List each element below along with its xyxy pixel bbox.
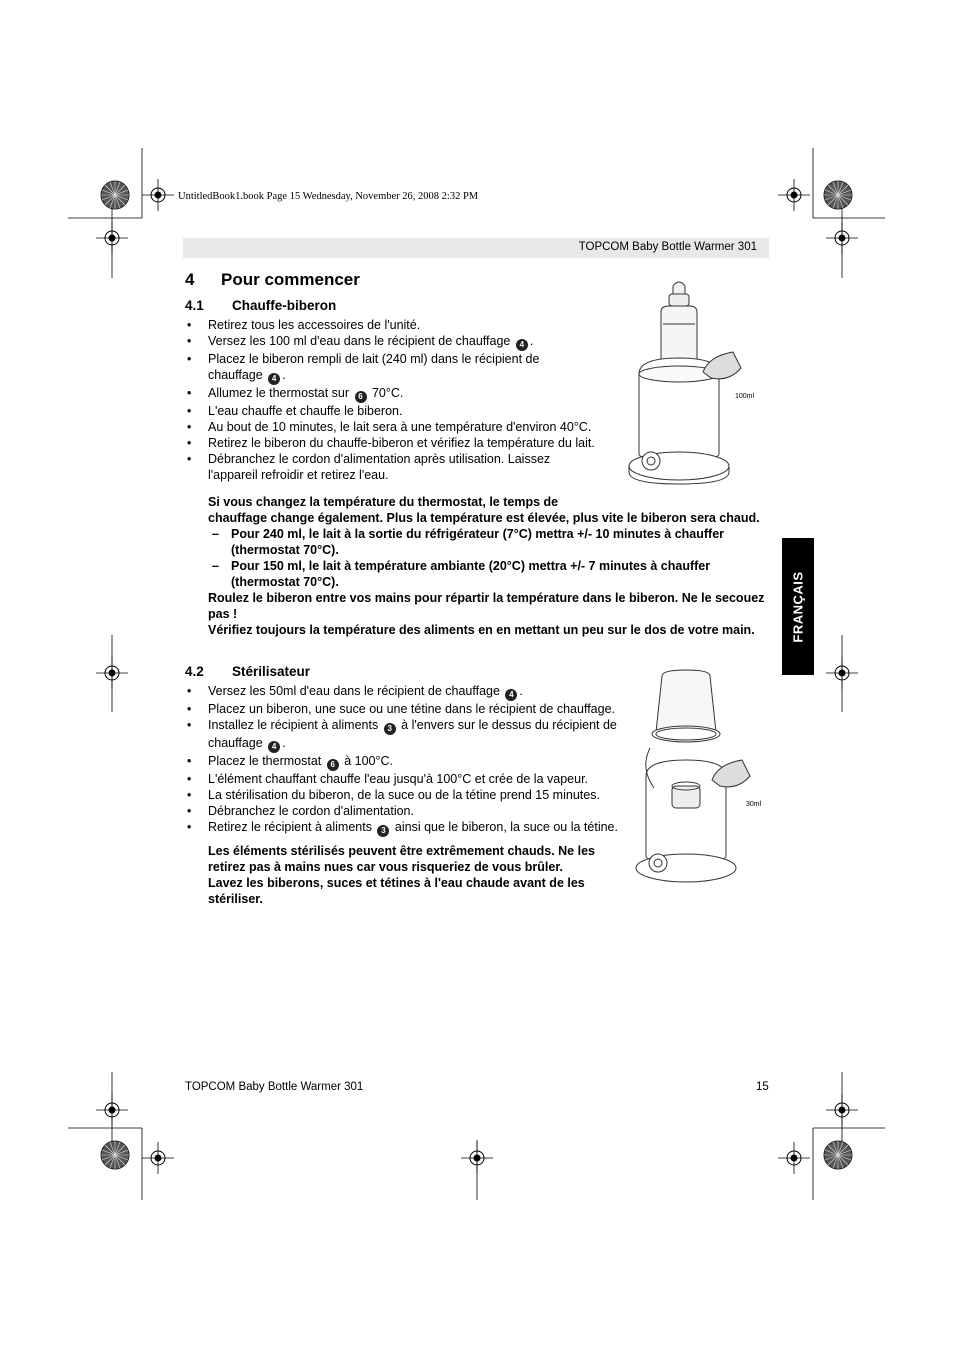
figure-label: 100ml [735,393,755,400]
callout-marker: 4 [268,373,280,385]
language-tab-label: FRANÇAIS [790,570,806,643]
bottle-warmer-steps [185,317,615,483]
note-line: Si vous changez la température du thermostat, le temps de [208,495,559,509]
subsection-heading-4-1 [185,298,336,313]
footer-title: TOPCOM Baby Bottle Warmer 301 [185,1081,364,1093]
note-line: Vérifiez toujours la température des aliments en en mettant un peu sur le dos de votre main. [208,623,755,637]
sterilizer-steps [185,683,635,837]
bottle-warmer-illustration [625,276,775,496]
subsection-title: Chauffe-biberon [232,298,337,313]
list-item: • Retirez le biberon du chauffe-biberon et vérifiez la température du lait. [185,435,615,451]
subsection-heading-4-2 [185,664,310,679]
callout-marker: 3 [377,825,389,837]
list-item: • L'élément chauffant chauffe l'eau jusqu'à 100°C et crée de la vapeur. [185,771,635,787]
temperature-note [208,494,773,638]
callout-marker: 6 [327,759,339,771]
warning-line: Les éléments stérilisés peuvent être extrêmement chauds. Ne les retirez pas à mains nues car vous risqueriez de vous brûler. [208,844,595,874]
list-item: • Allumez le thermostat sur 6 70°C. [185,385,615,403]
section-heading [185,270,360,290]
callout-marker: 6 [355,391,367,403]
list-item: • Placez un biberon, une suce ou une tétine dans le récipient de chauffage. [185,701,635,717]
note-line: Roulez le biberon entre vos mains pour répartir la température dans le biberon. Ne le secouez pas ! [208,591,765,621]
list-item: • Versez les 100 ml d'eau dans le récipient de chauffage 4 . [185,333,615,351]
callout-marker: 4 [505,689,517,701]
list-item: • Débranchez le cordon d'alimentation. [185,803,635,819]
list-item: • Retirez tous les accessoires de l'unité. [185,317,615,333]
list-item: • Au bout de 10 minutes, le lait sera à une température d'environ 40°C. [185,419,615,435]
list-item: • L'eau chauffe et chauffe le biberon. [185,403,615,419]
list-item: • Versez les 50ml d'eau dans le récipient de chauffage 4 . [185,683,635,701]
callout-marker: 4 [268,741,280,753]
warning-line: Lavez les biberons, suces et tétines à l'eau chaude avant de les stériliser. [208,876,585,906]
note-dash-item: – Pour 240 ml, le lait à la sortie du réfrigérateur (7°C) mettra +/- 10 minutes à chauffer (thermostat 70°C). [208,526,773,558]
list-item: • La stérilisation du biberon, de la suce ou de la tétine prend 15 minutes. [185,787,635,803]
subsection-number: 4.1 [185,298,204,313]
subsection-title: Stérilisateur [232,664,311,679]
page-number: 15 [756,1081,769,1093]
note-line: chauffage change également. Plus la température est élevée, plus vite le biberon sera chaud. [208,511,760,525]
callout-marker: 4 [516,339,528,351]
section-title: Pour commencer [221,270,360,289]
note-dash-item: – Pour 150 ml, le lait à température ambiante (20°C) mettra +/- 7 minutes à chauffer (thermostat 70°C). [208,558,773,590]
list-item: • Placez le thermostat 6 à 100°C. [185,753,635,771]
language-tab [782,538,814,675]
list-item: • Installez le récipient à aliments 3 à l'envers sur le dessus du récipient de chauffage 4 . [185,717,628,753]
file-header: UntitledBook1.book Page 15 Wednesday, November 26, 2008 2:32 PM [178,191,479,202]
list-item: • Placez le biberon rempli de lait (240 ml) dans le récipient de chauffage 4 . [185,351,553,385]
figure-label: 30ml [746,801,762,808]
list-item: • Débranchez le cordon d'alimentation après utilisation. Laissez l'appareil refroidir et retirez l'eau. [185,451,568,483]
subsection-number: 4.2 [185,664,204,679]
list-item: • Retirez le récipient à aliments 3 ainsi que le biberon, la suce ou la tétine. [185,819,635,837]
sterilizer-illustration [632,668,777,898]
header-title: TOPCOM Baby Bottle Warmer 301 [578,241,757,253]
callout-marker: 3 [384,723,396,735]
section-number: 4 [185,270,195,289]
sterilizer-warning [208,843,608,907]
running-header [183,238,769,258]
